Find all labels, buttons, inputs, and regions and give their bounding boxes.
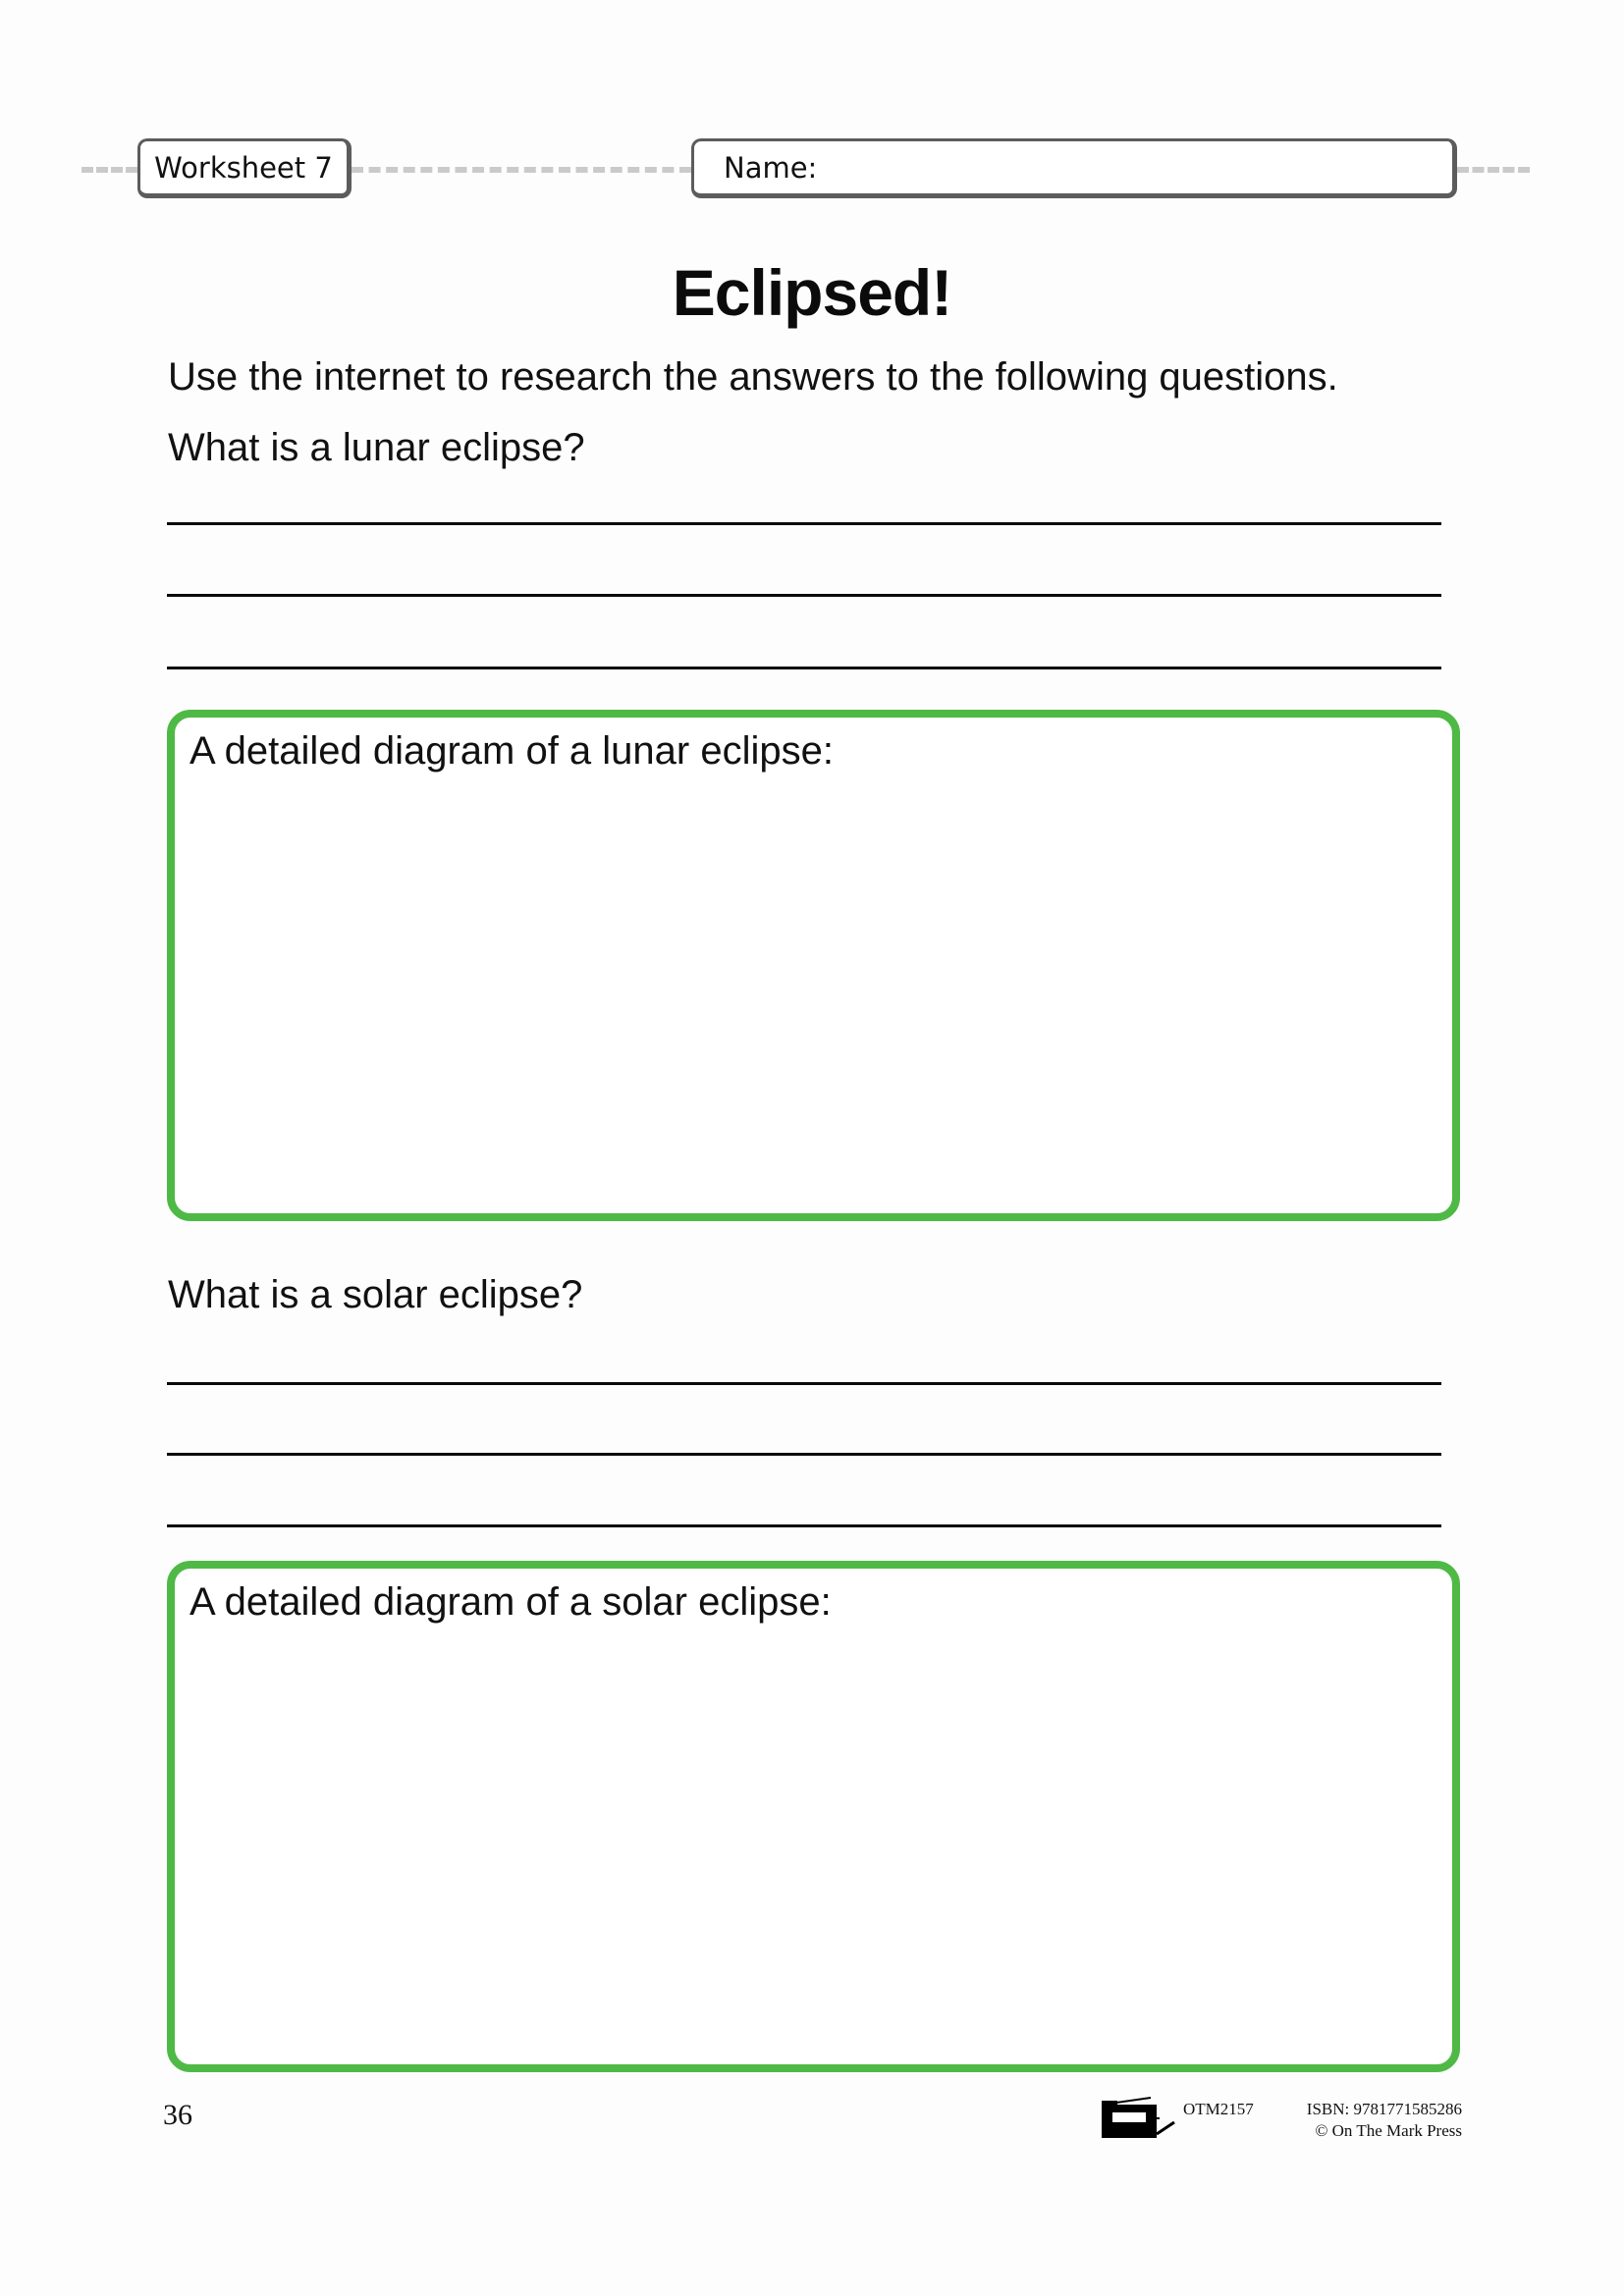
- worksheet-number-tab: [137, 138, 352, 198]
- name-field[interactable]: [691, 138, 1457, 198]
- solar-diagram-box[interactable]: [167, 1561, 1460, 2072]
- intro-text: Use the internet to research the answers to the following questions.: [168, 355, 1338, 399]
- publisher-info: [1183, 2099, 1462, 2142]
- answer-line-lunar-2[interactable]: [167, 594, 1441, 597]
- copyright: © On The Mark Press: [1315, 2121, 1462, 2140]
- header-dashed-rule-left: [81, 167, 137, 173]
- answer-line-lunar-3[interactable]: [167, 667, 1441, 669]
- question-solar-eclipse: What is a solar eclipse?: [168, 1273, 583, 1316]
- header-dashed-rule-middle: [352, 167, 691, 173]
- solar-diagram-label: A detailed diagram of a solar eclipse:: [189, 1580, 832, 1624]
- question-lunar-eclipse: What is a lunar eclipse?: [168, 426, 585, 469]
- page-number: 36: [163, 2099, 192, 2131]
- worksheet-label: Worksheet 7: [154, 150, 333, 185]
- page-title: Eclipsed!: [672, 256, 952, 329]
- answer-line-solar-2[interactable]: [167, 1453, 1441, 1456]
- name-label: Name:: [724, 150, 818, 185]
- lunar-diagram-label: A detailed diagram of a lunar eclipse:: [189, 729, 834, 773]
- header-dashed-rule-right: [1457, 167, 1530, 173]
- photocopier-icon: [1100, 2095, 1178, 2142]
- answer-line-solar-1[interactable]: [167, 1382, 1441, 1385]
- product-code: OTM2157: [1183, 2100, 1254, 2118]
- lunar-diagram-box[interactable]: [167, 710, 1460, 1221]
- isbn: ISBN: 9781771585286: [1306, 2100, 1462, 2118]
- answer-line-lunar-1[interactable]: [167, 522, 1441, 525]
- answer-line-solar-3[interactable]: [167, 1524, 1441, 1527]
